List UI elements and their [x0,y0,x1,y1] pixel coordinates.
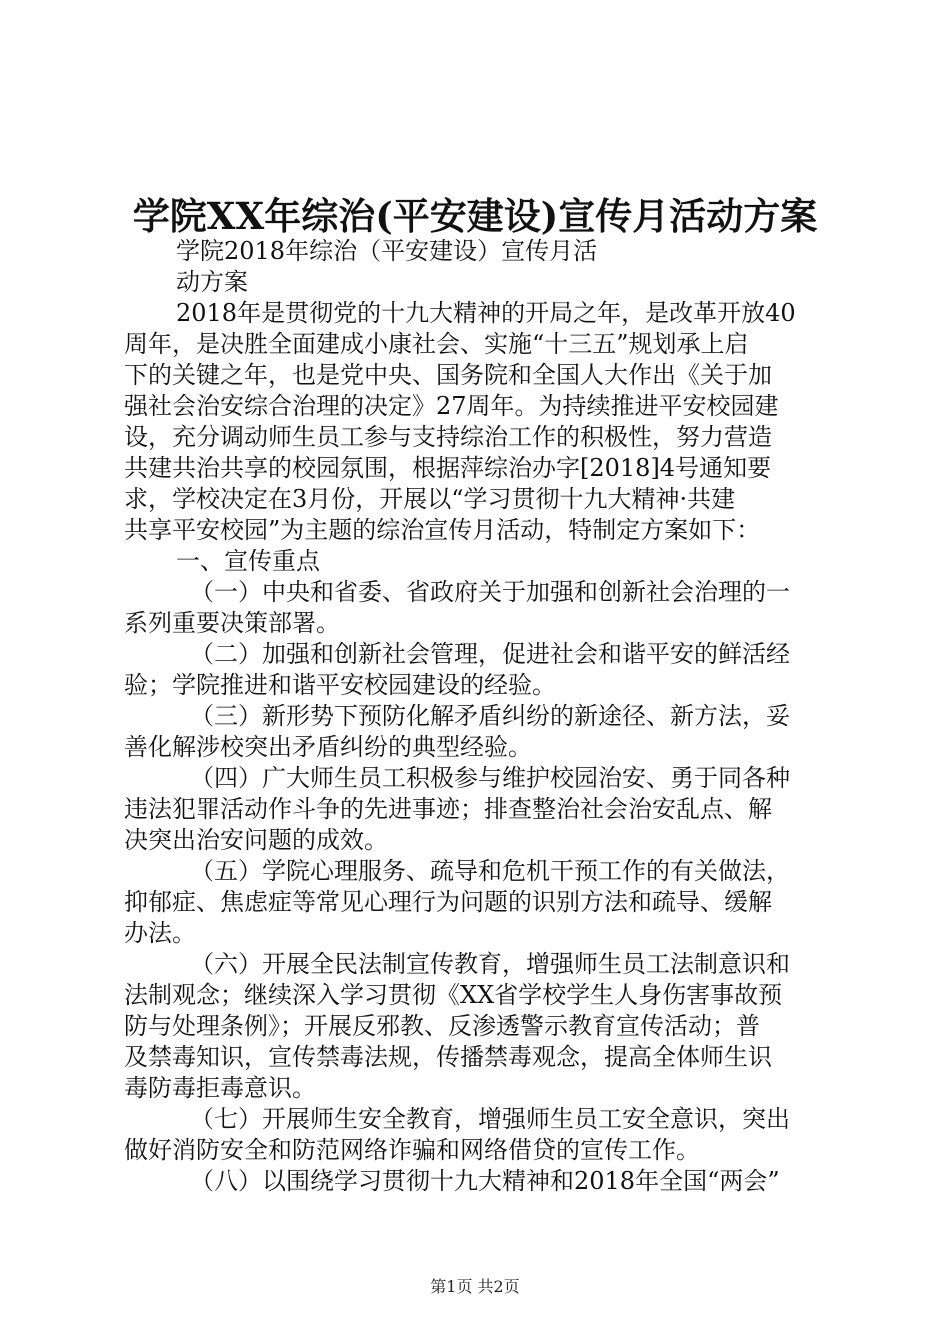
body-line: （六）开展全民法制宣传教育，增强师生员工法制意识和 [190,950,790,978]
body-line: 一、宣传重点 [176,547,320,575]
body-line: 强社会治安综合治理的决定》27周年。为持续推进平安校园建 [124,392,779,420]
document-title: 学院XX年综治(平安建设)宣传月活动方案 [132,194,818,238]
body-line: 周年，是决胜全面建成小康社会、实施“十三五”规划承上启 [124,330,749,358]
body-line: （四）广大师生员工积极参与维护校园治安、勇于同各种 [190,764,790,792]
body-line: （二）加强和创新社会管理，促进社会和谐平安的鲜活经 [190,640,790,668]
body-line: （五）学院心理服务、疏导和危机干预工作的有关做法， [190,857,790,885]
page-footer: 第1页 共2页 [430,1277,520,1296]
body-line: 2018年是贯彻党的十九大精神的开局之年，是改革开放40 [176,299,796,327]
body-line: 决突出治安问题的成效。 [124,826,388,854]
body-line: 防与处理条例》；开展反邪教、反渗透警示教育宣传活动；普 [124,1012,760,1040]
body-line: 抑郁症、焦虑症等常见心理行为问题的识别方法和疏导、缓解 [124,888,772,916]
body-line: 毒防毒拒毒意识。 [124,1074,316,1102]
body-line: 动方案 [176,268,248,296]
body-line: 系列重要决策部署。 [124,609,340,637]
body-line: 善化解涉校突出矛盾纠纷的典型经验。 [124,733,532,761]
body-line: 设，充分调动师生员工参与支持综治工作的积极性，努力营造 [124,423,772,451]
body-line: 共建共治共享的校园氛围，根据萍综治办字[2018]4号通知要 [124,454,772,482]
body-line: 法制观念；继续深入学习贯彻《XX省学校学生人身伤害事故预 [124,981,783,1009]
body-line: 下的关键之年，也是党中央、国务院和全国人大作出《关于加 [124,361,772,389]
body-line: 求，学校决定在3月份，开展以“学习贯彻十九大精神·共建 [124,485,736,513]
body-line: （三）新形势下预防化解矛盾纠纷的新途径、新方法，妥 [190,702,790,730]
body-line: 验；学院推进和谐平安校园建设的经验。 [124,671,556,699]
body-line: 共享平安校园”为主题的综治宣传月活动，特制定方案如下： [124,516,761,544]
body-line: 及禁毒知识，宣传禁毒法规，传播禁毒观念，提高全体师生识 [124,1043,772,1071]
body-line: 办法。 [124,919,196,947]
body-line: （七）开展师生安全教育，增强师生员工安全意识，突出 [190,1105,790,1133]
body-line: 做好消防安全和防范网络诈骗和网络借贷的宣传工作。 [124,1136,700,1164]
body-line: （一）中央和省委、省政府关于加强和创新社会治理的一 [190,578,790,606]
body-line: 学院2018年综治（平安建设）宣传月活 [176,237,598,265]
body-line: （八）以围绕学习贯彻十九大精神和2018年全国“两会” [190,1167,780,1195]
document-body [124,236,834,1197]
body-line: 违法犯罪活动作斗争的先进事迹；排查整治社会治安乱点、解 [124,795,772,823]
